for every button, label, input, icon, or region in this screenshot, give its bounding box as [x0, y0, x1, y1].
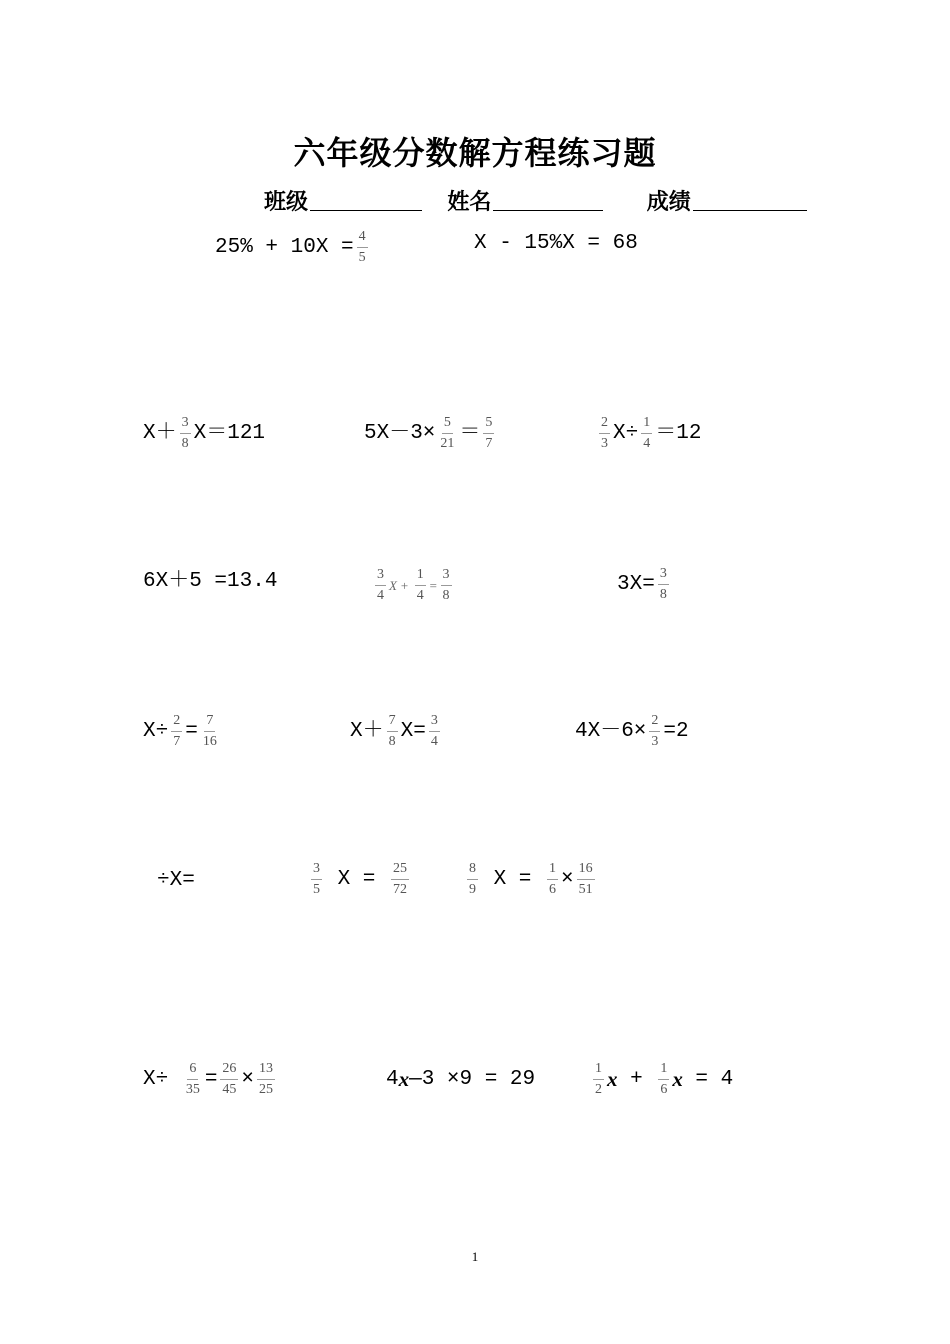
equation-4: 5X－3× $\frac{5}{21}$ ＝ $\frac{5}{7}$ [364, 415, 493, 451]
fraction: $\frac{2}{7}$ [173, 713, 181, 749]
fraction: $\frac{1}{6}$ [660, 1061, 668, 1097]
equation-1: 25% + 10X = $\frac{4}{5}$ [215, 229, 366, 265]
fraction: $\frac{2}{3}$ [651, 713, 659, 749]
equation-3: X＋ $\frac{3}{8}$ X＝121 [143, 415, 266, 451]
class-blank[interactable] [310, 186, 422, 211]
student-info-row [264, 185, 807, 216]
fraction: $\frac{3}{8}$ [442, 567, 450, 603]
equation-5: $\frac{2}{3}$ X÷ $\frac{1}{4}$ ＝12 [601, 415, 702, 451]
equation-8: 3X= $\frac{3}{8}$ [617, 566, 667, 602]
fraction: $\frac{2}{3}$ [601, 415, 608, 451]
fraction: $\frac{3}{8}$ [181, 415, 189, 451]
equation-13: $\frac{3}{5}$ X = $\frac{25}{72}$ [313, 861, 408, 897]
fraction: $\frac{16}{51}$ [578, 861, 593, 897]
fraction: $\frac{5}{21}$ [440, 415, 455, 451]
fraction: $\frac{7}{8}$ [388, 713, 396, 749]
equation-6: 6X＋5 =13.4 [143, 570, 278, 593]
equation-14: $\frac{8}{9}$ X = $\frac{1}{6}$ × $\frac{16}{51}$ [469, 861, 593, 897]
equation-11: 4X－6× $\frac{2}{3}$ =2 [575, 713, 689, 749]
fraction: $\frac{1}{6}$ [549, 861, 557, 897]
score-blank[interactable] [693, 186, 807, 211]
fraction: $\frac{8}{9}$ [469, 861, 476, 897]
class-label: 班级 [264, 190, 309, 215]
equation-2: X - 15%X = 68 [474, 232, 638, 255]
fraction: $\frac{26}{45}$ [222, 1061, 237, 1097]
fraction: $\frac{3}{5}$ [313, 861, 320, 897]
fraction: $\frac{4}{5}$ [358, 229, 366, 265]
fraction: $\frac{1}{4}$ [643, 415, 651, 451]
fraction: $\frac{3}{4}$ [377, 567, 384, 603]
name-label: 姓名 [447, 190, 492, 215]
equation-7: $\frac{3}{4}$ X + $\frac{1}{4}$ = $\frac{3}{8}$ [377, 567, 450, 603]
equation-9: X÷ $\frac{2}{7}$ = $\frac{7}{16}$ [143, 713, 217, 749]
fraction: $\frac{13}{25}$ [259, 1061, 274, 1097]
equation-15: X÷ $\frac{6}{35}$ = $\frac{26}{45}$ × $\frac{13}{25}$ [143, 1061, 274, 1097]
fraction: $\frac{6}{35}$ [185, 1061, 200, 1097]
fraction: $\frac{5}{7}$ [485, 415, 493, 451]
equation-10: X＋ $\frac{7}{8}$ X= $\frac{3}{4}$ [350, 713, 438, 749]
score-label: 成绩 [646, 190, 691, 215]
fraction: $\frac{3}{4}$ [430, 713, 438, 749]
fraction: $\frac{1}{2}$ [595, 1061, 602, 1097]
fraction: $\frac{1}{4}$ [416, 567, 424, 603]
name-blank[interactable] [493, 186, 603, 211]
equation-17: $\frac{1}{2}$ x + $\frac{1}{6}$ x = 4 [595, 1061, 734, 1097]
fraction: $\frac{25}{72}$ [393, 861, 408, 897]
page-title: 六年级分数解方程练习题 [293, 134, 657, 172]
equation-12: ÷X= [157, 869, 195, 892]
fraction: $\frac{3}{8}$ [659, 566, 667, 602]
fraction: $\frac{7}{16}$ [202, 713, 217, 749]
equation-16: 4 x —3 ×9 = 29 [386, 1067, 536, 1091]
page-number: 1 [471, 1249, 479, 1264]
